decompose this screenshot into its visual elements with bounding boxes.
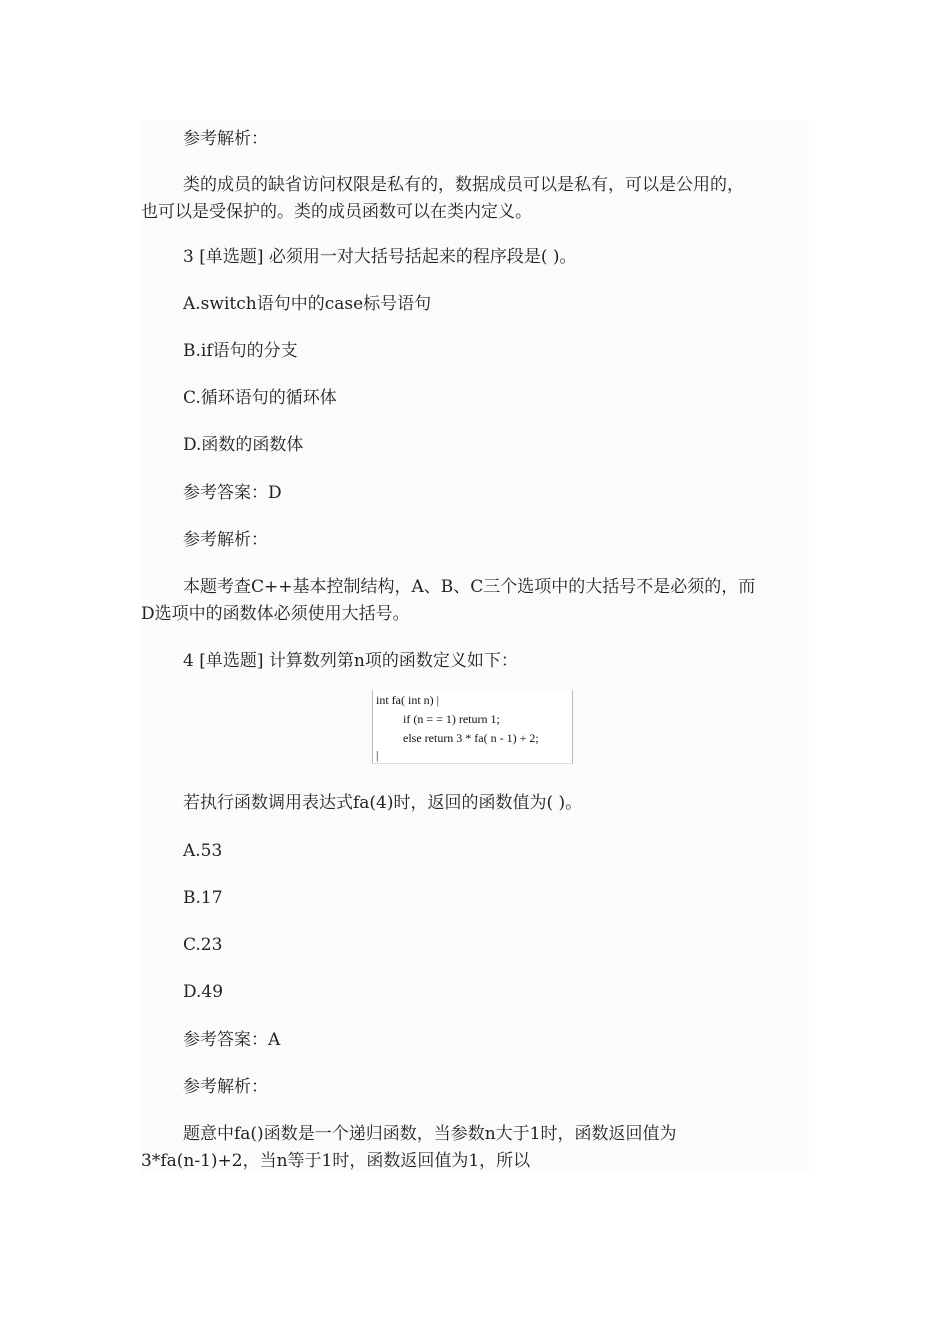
code-line-1: int fa( int n) | [376, 693, 440, 707]
code-line-3: else return 3 * fa( n - 1) + 2; [403, 731, 539, 745]
q3-option-b: B.if语句的分支 [183, 341, 298, 361]
document-page [141, 120, 809, 1172]
q3-analysis-line-1: 本题考查C++基本控制结构，A、B、C三个选项中的大括号不是必须的，而 [183, 577, 756, 597]
q3-option-d: D.函数的函数体 [183, 435, 304, 455]
q4-analysis-line-2: 3*fa(n-1)+2，当n等于1时，函数返回值为1，所以 [141, 1151, 531, 1171]
q3-option-a: A.switch语句中的case标号语句 [183, 294, 432, 314]
code-line-2: if (n = = 1) return 1; [403, 712, 500, 726]
q4-option-c: C.23 [183, 935, 223, 955]
q2-analysis-line-1: 类的成员的缺省访问权限是私有的，数据成员可以是私有，可以是公用的， [183, 175, 744, 195]
q2-analysis-label: 参考解析： [183, 129, 268, 149]
q3-option-c: C.循环语句的循环体 [183, 388, 337, 408]
q3-analysis-label: 参考解析： [183, 530, 268, 550]
q2-analysis-line-2: 也可以是受保护的。类的成员函数可以在类内定义。 [141, 202, 532, 222]
q4-answer: 参考答案：A [183, 1030, 281, 1050]
q4-option-a: A.53 [183, 841, 223, 861]
q3-stem: 3 [单选题] 必须用一对大括号括起来的程序段是( )。 [183, 247, 577, 267]
q4-analysis-line-1: 题意中fa()函数是一个递归函数，当参数n大于1时，函数返回值为 [183, 1124, 677, 1144]
q3-analysis-line-2: D选项中的函数体必须使用大括号。 [141, 604, 410, 624]
q4-stem: 4 [单选题] 计算数列第n项的函数定义如下： [183, 651, 518, 671]
code-line-4: | [376, 748, 379, 762]
q3-answer: 参考答案：D [183, 483, 282, 503]
code-image [372, 690, 573, 764]
q4-option-d: D.49 [183, 982, 224, 1002]
q4-question: 若执行函数调用表达式fa(4)时，返回的函数值为( )。 [183, 793, 583, 813]
q4-option-b: B.17 [183, 888, 223, 908]
q4-analysis-label: 参考解析： [183, 1077, 268, 1097]
